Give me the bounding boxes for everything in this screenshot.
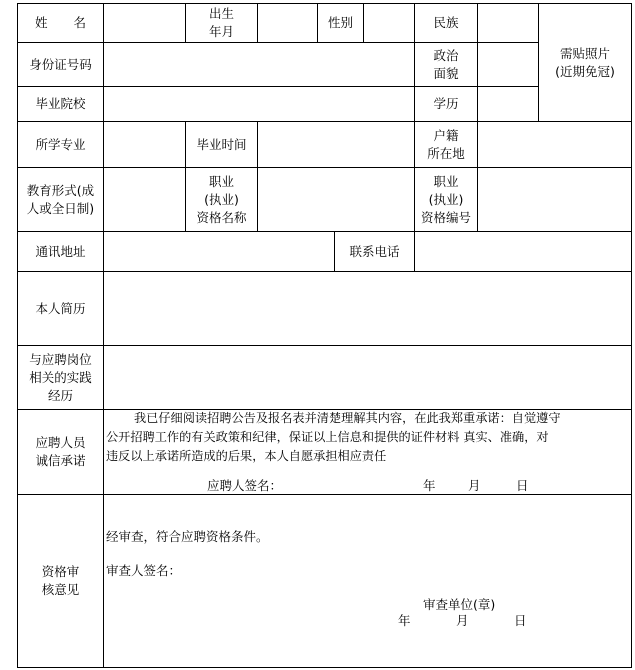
photo-label-line-2: (近期免冠) [555,63,615,79]
resume-label-text: 本人简历 [35,300,86,316]
id-number-field[interactable] [104,43,414,86]
major-label [18,122,103,167]
address-field[interactable] [104,232,334,271]
resume-field[interactable] [104,272,631,345]
political-status-label-line-1: 政治 [433,47,459,63]
applicant-signature-label: 应聘人签名： [207,478,283,493]
pledge-month: 月 [468,478,481,493]
school-label-text: 毕业院校 [35,96,86,111]
education-field[interactable] [478,87,538,121]
practice-experience-label [18,346,103,409]
name-field[interactable] [104,4,185,42]
name-label-char-1: 姓 [34,15,48,30]
rule [631,3,632,668]
practice-label-line-3: 经历 [47,387,73,403]
pledge-label-line-2: 诚信承诺 [35,453,86,468]
review-day: 日 [514,613,527,628]
school-field[interactable] [104,87,414,121]
review-year: 年 [398,613,411,628]
name-label-char-2: 名 [73,15,87,30]
rule [17,494,631,495]
political-status-field[interactable] [478,43,538,86]
resume-label [18,272,103,345]
review-unit-seal: 审查单位(章) [423,597,496,612]
gender-label-text: 性别 [327,15,353,30]
phone-field[interactable] [415,232,631,271]
reviewer-signature-label: 审查人签名： [106,563,182,578]
ethnicity-label-text: 民族 [433,15,459,30]
household-label-line-2: 所在地 [427,145,465,161]
qualification-number-label-line-3: 资格编号 [420,209,471,225]
pledge-label [18,410,103,494]
qualification-name-label [186,168,257,231]
name-label [18,4,103,42]
gender-label [318,4,363,42]
major-label-text: 所学专业 [35,136,86,152]
practice-experience-field[interactable] [104,346,631,409]
gender-field[interactable] [364,4,414,42]
household-field[interactable] [478,122,631,167]
qualification-number-label [415,168,477,231]
graduation-time-label [186,122,257,167]
pledge-label-line-1: 应聘人员 [35,435,86,450]
rule [17,667,631,668]
photo-label-line-1: 需贴照片 [559,45,610,61]
photo-box[interactable] [539,4,631,121]
id-number-label-text: 身份证号码 [29,56,92,72]
review-label [18,495,103,667]
review-statement: 经审查，符合应聘资格条件。 [106,529,269,544]
review-label-line-1: 资格审 [41,564,80,579]
qualification-name-label-line-2: (执业) [204,191,239,207]
birth-date-label-line-1: 出生 [208,6,234,21]
pledge-line-3: 违反以上承诺所造成的后果，本人自愿承担相应责任 [106,449,387,463]
qualification-name-label-line-1: 职业 [208,173,234,189]
pledge-year: 年 [423,478,436,493]
school-label [18,87,103,121]
phone-label-text: 联系电话 [349,243,400,259]
phone-label [335,232,414,271]
address-label-text: 通讯地址 [35,243,86,259]
review-label-line-2: 核意见 [41,582,80,597]
practice-label-line-2: 相关的实践 [29,369,92,385]
ethnicity-field[interactable] [478,4,538,42]
address-label [18,232,103,271]
education-form-label-line-2: 人或全日制) [26,200,95,216]
reviewer-signature-field[interactable] [185,561,385,579]
major-field[interactable] [104,122,185,167]
qualification-number-label-line-2: (执业) [428,191,464,207]
qualification-number-field[interactable] [478,168,631,231]
pledge-line-1: 我已仔细阅读招聘公告及报名表并清楚理解其内容，在此我郑重承诺：自觉遵守 [134,411,561,425]
graduation-time-label-text: 毕业时间 [196,136,247,152]
birth-date-label-line-2: 年月 [208,24,234,39]
qualification-number-label-line-1: 职业 [433,173,459,189]
political-status-label-line-2: 面貌 [433,65,459,81]
birth-date-field[interactable] [258,4,317,42]
education-form-label-line-1: 教育形式(成 [26,182,95,198]
education-label [415,87,477,121]
practice-label-line-1: 与应聘岗位 [29,351,92,367]
graduation-time-field[interactable] [258,122,414,167]
applicant-signature-field[interactable] [290,476,410,494]
id-number-label [18,43,103,86]
birth-date-label [186,4,257,42]
education-label-text: 学历 [433,96,459,111]
ethnicity-label [415,4,477,42]
household-label [415,122,477,167]
qualification-name-field[interactable] [258,168,414,231]
household-label-line-1: 户籍 [433,127,459,143]
qualification-name-label-line-3: 资格名称 [196,209,247,225]
political-status-label [415,43,477,86]
pledge-day: 日 [516,478,529,493]
review-month: 月 [456,613,469,628]
education-form-field[interactable] [104,168,185,231]
education-form-label [18,168,103,231]
pledge-line-2: 公开招聘工作的有关政策和纪律，保证以上信息和提供的证件材料 真实、准确，对 [106,430,549,444]
